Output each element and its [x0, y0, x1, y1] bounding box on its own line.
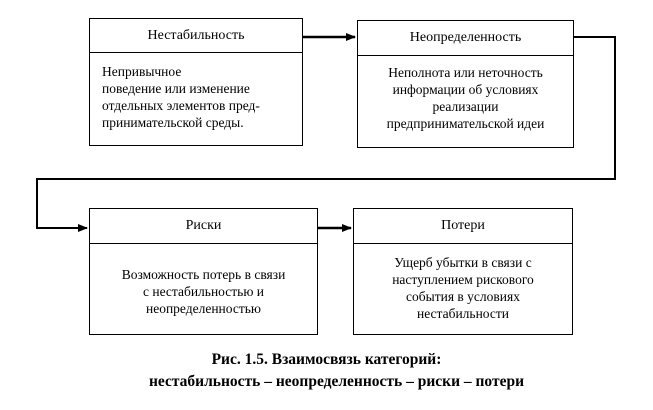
box-uncertainty	[357, 20, 574, 148]
box-losses-title: Потери	[354, 209, 572, 244]
box-risks-body: Возможность потерь в связи с нестабильностью и неопределенностью	[121, 267, 286, 316]
box-instability-body: Непривычное поведение или изменение отдельных элементов пред- принимательской среды.	[102, 64, 260, 130]
box-instability	[89, 18, 303, 146]
box-losses-body: Ущерб убытки в связи с наступлением рискового события в условиях нестабильности	[392, 255, 534, 321]
box-risks	[89, 208, 318, 335]
box-risks-title: Риски	[90, 209, 317, 244]
figure-caption-line1: Рис. 1.5. Взаимосвязь категорий:	[211, 351, 442, 368]
box-uncertainty-title: Неопределенность	[358, 21, 573, 56]
box-losses	[353, 208, 573, 335]
box-uncertainty-body: Неполнота или неточность информации об условиях реализации предпринимательской идеи	[386, 65, 545, 131]
figure-caption-line2: нестабильность – неопределенность – риски – потери	[148, 373, 525, 390]
box-instability-title: Нестабильность	[90, 19, 302, 53]
